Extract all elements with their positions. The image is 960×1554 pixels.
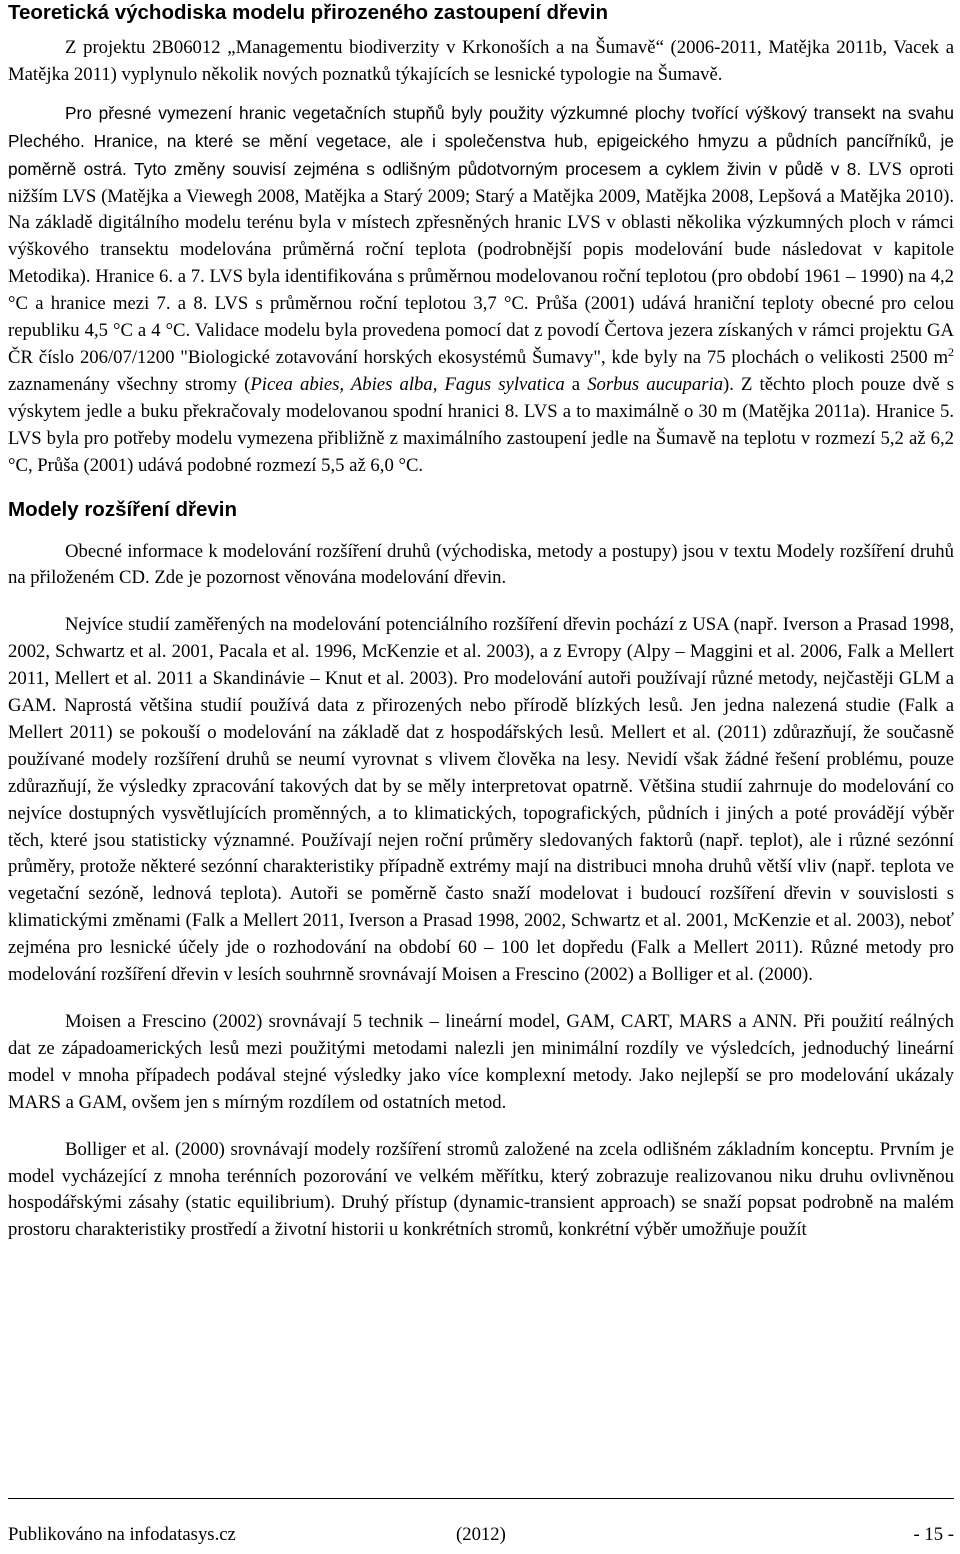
paragraph-studie: Nejvíce studií zaměřených na modelování potenciálního rozšíření dřevin pochází z USA (např. Iverson a Prasad 1998, 2002, Schwartz et al. 2001, Pacala et al. 1996, McKenzie et al. 2003), a z Evropy (Alpy – Maggini et al. 2006, Falk a Mellert 2011, Mellert et al. 2011 a Skandinávie – Knut et al. 2003). Pro modelování autoři používají různé metody, nejčastěji GLM a GAM. Naprostá většina studií používá data z přirozených nebo přírodě blízkých lesů. Jen jedna nalezená studie (Falk a Mellert 2011) se pokouší o modelování na základě dat z hospodářských lesů. Mellert et al. (2011) zdůrazňují, že současně používané modely rozšíření druhů se neumí vyrovnat s vlivem člověka na lesy. Nevidí však žádné řešení problému, pouze zdůrazňují, že výsledky zpracování takových dat by se měly interpretovat opatrně. Většina studií zahrnuje do modelování co nejvíce dostupných vysvětlujících proměnných, a to klimatických, topografických, půdních i jiných a poté provádějí výběr těch, které jsou statisticky významné. Používají nejen roční průměry sledovaných faktorů (např. teplot), ale i různé sezónní průměry, protože některé sezónní charakteristiky případně extrémy mají na distribuci mnoha druhů větší vliv (např. teplota ve vegetační sezóně, lednová teplota). Autoři se poměrně často snaží modelovat i budoucí rozšíření dřevin v souvislosti s klimatickými změnami (Falk a Mellert 2011, Iverson a Prasad 1998, 2002, Schwartz et al. 2001, McKenzie et al. 2003), neboť zejména pro lesnické účely jde o rozhodování na období 60 – 100 let dopředu (Falk a Mellert 2011). Různé metody pro modelování rozšíření dřevin v lesích souhrnně srovnávají Moisen a Frescino (2002) a Bolliger et al. (2000).	[8, 614, 954, 986]
page-content	[8, 0, 954, 1244]
paragraph-segment: zaznamenány všechny stromy (	[8, 373, 251, 395]
footer-year: (2012)	[456, 1524, 506, 1545]
species-name-italic: Sorbus aucuparia	[587, 373, 724, 395]
section-heading: Modely rozšíření dřevin	[8, 497, 237, 521]
paragraph-segment: a	[564, 373, 588, 395]
paragraph-segment: ). Z těchto ploch pouze dvě s výskytem jedle a buku překračovaly modelovanou spodní hranici 8. LVS a to maximálně o 30 m (Matějka 2011a). Hranice 5. LVS byla pro potřeby modelu vymezena přibližně z maximálního zastoupení jedle na Šumavě na teplotu v rozmezí 5,2 až 6,2 °C, Průša (2001) udává podobné rozmezí 5,5 až 6,0 °C.	[8, 373, 954, 476]
page-footer	[8, 1522, 954, 1548]
paragraph-moisen-frescino: Moisen a Frescino (2002) srovnávají 5 technik – lineární model, GAM, CART, MARS a ANN. Při použití reálných dat ze západoamerických lesů mezi použitými metodami nalezli jen minimální rozdíly ve výsledcích, jednoduchý lineární model v mnoha případech podával stejné výsledky jako více komplexní metody. Jako nejlepší se pro modelování ukázaly MARS a GAM, ovšem jen s mírným rozdílem od ostatních metod.	[8, 1011, 954, 1113]
paragraph-sans-segment: Pro přesné vymezení hranic vegetačních stupňů byly použity výzkumné plochy tvořící výškový transekt na svahu Plechého. Hranice, na které se mění vegetace, ale i společenstva hub, epigeického hmyzu a půdních pancířníků, je poměrně ostrá. Tyto změny souvisí zejména s odlišným půdotvorným procesem a cyklem živin v půdě v 8.	[8, 102, 954, 179]
footer-divider	[8, 1498, 954, 1499]
page-number: - 15 -	[913, 1524, 954, 1545]
paragraph-projekt: Z projektu 2B06012 „Managementu biodiverzity v Krkonoších a na Šumavě“ (2006-2011, Matějka 2011b, Vacek a Matějka 2011) vyplynulo několik nových poznatků týkajících se lesnické typologie na Šumavě.	[8, 37, 954, 85]
superscript-exponent: 2	[948, 344, 954, 359]
paragraph-vegetacni-stupne	[8, 100, 954, 480]
footer-publisher: Publikováno na infodatasys.cz	[8, 1524, 236, 1545]
paragraph-segment: LVS oproti nižším LVS (Matějka a Viewegh 2008, Matějka a Starý 2009; Starý a Matějka 2009, Matějka 2008, Lepšová a Matějka 2010). Na základě digitálního modelu terénu byla v místech zpřesněných hranic LVS v oblasti několika výzkumných ploch v rámci výškového transektu modelována průměrná roční teplota (podrobnější popis modelování bude následovat v kapitole Metodika). Hranice 6. a 7. LVS byla identifikována s průměrnou modelovanou roční teplotou (pro období 1961 – 1990) na 4,2 °C a hranice mezi 7. a 8. LVS s průměrnou roční teplotou 3,7 °C. Průša (2001) udává hraniční teploty obecné pro celou republiku 4,5 °C a 4 °C. Validace modelu byla provedena pomocí dat z povodí Čertova jezera získaných v rámci projektu GA ČR číslo 206/07/1200 "Biologické zotavování horských ekosystémů Šumavy", kde byly na 75 plochách o velikosti 2500 m	[8, 158, 954, 368]
paragraph-bolliger: Bolliger et al. (2000) srovnávají modely rozšíření stromů založené na zcela odlišném základním konceptu. Prvním je model vycházející z mnoha terénních pozorování ve velkém měřítku, který zobrazuje realizovanou niku druhu ovlivněnou hospodářskými zásahy (static equilibrium). Druhý přístup (dynamic-transient approach) se snaží popsat podrobně na malém prostoru charakteristiky prostředí a životní historii u konkrétních stromů, konkrétní výběr umožňuje použít	[8, 1138, 954, 1241]
section-heading: Teoretická východiska modelu přirozeného zastoupení dřevin	[8, 1, 608, 24]
paragraph-obecne-informace: Obecné informace k modelování rozšíření druhů (východiska, metody a postupy) jsou v textu Modely rozšíření druhů na přiloženém CD. Zde je pozornost věnována modelování dřevin.	[8, 540, 954, 589]
species-names-italic: Picea abies, Abies alba, Fagus sylvatica	[250, 373, 565, 395]
